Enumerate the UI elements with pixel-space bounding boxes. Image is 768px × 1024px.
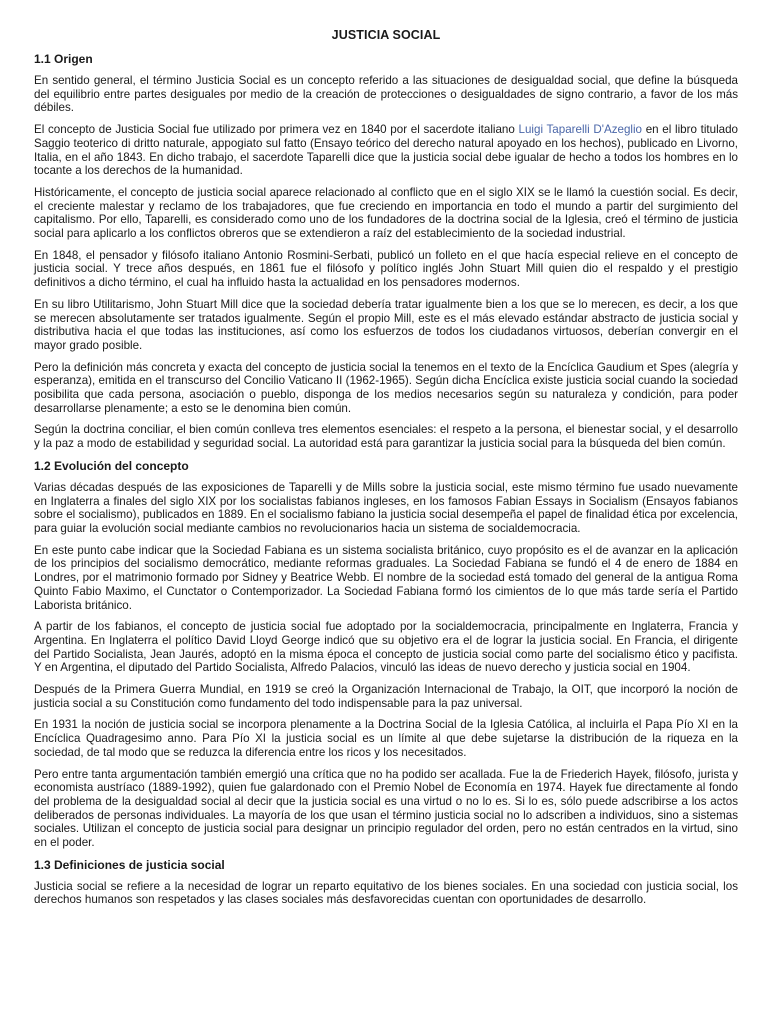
paragraph: Pero entre tanta argumentación también emergió una crítica que no ha podido ser acallada. Fue la de Friederich Hayek, filósofo, jurista y economista austríaco (1889-1992), quien fue galardonado con el Premio Nobel de Economía en 1974. Hayek fue directamente al fondo del problema de la desigualdad social al decir que la justicia social es una virtud o no lo es. Si lo es, sólo puede adscribirse a los actos deliberados de personas individuales. La mayoría de los que usan el término justicia social no lo adscriben a individuos, sino a sistemas sociales. Utilizan el concepto de justicia social para designar un principio regulador del orden, pero no están centrados en la virtud, sino en el poder. bbox=[34, 767, 738, 850]
paragraph: En 1848, el pensador y filósofo italiano Antonio Rosmini-Serbati, publicó un folleto en el que hacía especial relieve en el concepto de justicia social. Y trece años después, en 1861 fue el filósofo y político inglés John Stuart Mill quien dio el respaldo y el prestigio definitivos a dicho término, el cual ha influido hasta la actualidad en los pensadores modernos. bbox=[34, 248, 738, 290]
paragraph: Justicia social se refiere a la necesidad de lograr un reparto equitativo de los bienes sociales. En una sociedad con justicia social, los derechos humanos son respetados y las clases sociales más desfavorecidas cuentan con oportunidades de desarrollo. bbox=[34, 879, 738, 907]
paragraph: En 1931 la noción de justicia social se incorpora plenamente a la Doctrina Social de la Iglesia Católica, al incluirla el Papa Pío XI en la Encíclica Quadragesimo anno. Para Pío XI la justicia social es un límite al que debe sujetarse la distribución de la riqueza en la sociedad, de tal modo que se reduzca la diferencia entre los ricos y los necesitados. bbox=[34, 718, 738, 759]
paragraph: Históricamente, el concepto de justicia social aparece relacionado al conflicto que en el siglo XIX se le llamó la cuestión social. Es decir, el creciente malestar y reclamo de los trabajadores, que fue creciendo en importancia en todo el mundo a partir del surgimiento del capitalismo. Por ello, Taparelli, es considerado como uno de los fundadores de la doctrina social de la Iglesia, creó el término de justicia social para aplicarlo a los conflictos obreros que se extendieron a raíz del establecimiento de la sociedad industrial. bbox=[34, 185, 738, 241]
taparelli-link[interactable]: Luigi Taparelli D'Azeglio bbox=[518, 123, 642, 137]
paragraph-text: El concepto de Justicia Social fue utilizado por primera vez en 1840 por el sacerdote italiano bbox=[34, 123, 519, 137]
paragraph: Según la doctrina conciliar, el bien común conlleva tres elementos esenciales: el respeto a la persona, el bienestar social, y el desarrollo y la paz a modo de estabilidad y seguridad social. La autoridad está para garantizar la justicia social para la búsqueda del bien común. bbox=[34, 423, 738, 451]
paragraph: Varias décadas después de las exposiciones de Taparelli y de Mills sobre la justicia social, este mismo término fue usado nuevamente en Inglaterra a finales del siglo XIX por los socialistas fabianos ingleses, en los famosos Fabian Essays in Socialism (Ensayos fabianos sobre el socialismo), publicados en 1889. En el socialismo fabiano la justicia social desempeña el papel de finalidad ética por excelencia, para guiar la evolución social mediante cambios no revolucionarios hacia un sistema de socialdemocracia. bbox=[34, 480, 738, 535]
paragraph bbox=[34, 123, 738, 178]
paragraph-text: en el libro titulado Saggio teoterico di dritto naturale, appogiato sul fatto (Ensayo teórico del derecho natural apoyado en los hechos), publicado en Livorno, Italia, en el año 1843. En dicho trabajo, el sacerdote Taparelli dice que la justicia social debe igualar de hecho a todos los hombres en lo tocante a los derechos de la humanidad. bbox=[34, 123, 739, 178]
paragraph: En este punto cabe indicar que la Sociedad Fabiana es un sistema socialista británico, cuyo propósito es el de avanzar en la aplicación de los principios del socialismo democrático, mediante reformas graduales. La Sociedad Fabiana se fundó el 4 de enero de 1884 en Londres, por el matrimonio formado por Sidney y Beatrice Webb. El nombre de la sociedad está tomado del general de la antigua Roma Quinto Fabio Maximo, el Cunctator o Contemporizador. La Sociedad Fabiana formó los cimientos de lo que más tarde sería el Partido Laborista británico. bbox=[34, 543, 738, 612]
section-heading-definiciones: 1.3 Definiciones de justicia social bbox=[34, 857, 225, 872]
paragraph: A partir de los fabianos, el concepto de justicia social fue adoptado por la socialdemocracia, principalmente en Inglaterra, Francia y Argentina. En Inglaterra el político David Lloyd George indicó que su objetivo era el de lograr la justicia social. En Francia, el dirigente del Partido Socialista, Jean Jaurés, adoptó en la misma época el concepto de justicia social como parte del socialismo ético y pacifista. Y en Argentina, el diputado del Partido Socialista, Alfredo Palacios, vinculó las ideas de nuevo derecho y justicia social en 1904. bbox=[34, 620, 738, 675]
paragraph: En su libro Utilitarismo, John Stuart Mill dice que la sociedad debería tratar igualmente bien a los que se lo merecen, es decir, a los que se merecen absolutamente ser tratados igualmente. Según el propio Mill, este es el más elevado estándar abstracto de justicia social y distributiva hacia el que todas las instituciones, así como los esfuerzos de todos los ciudadanos virtuosos, deberían convergir en el mayor grado posible. bbox=[34, 297, 738, 352]
section-heading-evolucion: 1.2 Evolución del concepto bbox=[34, 458, 189, 473]
section-heading-origen: 1.1 Origen bbox=[34, 52, 93, 66]
paragraph: En sentido general, el término Justicia Social es un concepto referido a las situaciones de desigualdad social, que define la búsqueda del equilibrio entre partes desiguales por medio de la creación de protecciones o desigualdades de signo contrario, a favor de los más débiles. bbox=[34, 74, 738, 115]
document-title: JUSTICIA SOCIAL bbox=[331, 28, 441, 42]
paragraph: Pero la definición más concreta y exacta del concepto de justicia social la tenemos en el texto de la Encíclica Gaudium et Spes (alegría y esperanza), emitida en el transcurso del Concilio Vaticano II (1962-1965). Según dicha Encíclica existe justicia social cuando la sociedad posibilita que cada persona, asociación o pueblo, disponga de los medios necesarios según su naturaleza y condición, para poder desarrollarse plenamente; a esto se le denomina bien común. bbox=[34, 360, 738, 415]
paragraph: Después de la Primera Guerra Mundial, en 1919 se creó la Organización Internacional de Trabajo, la OIT, que incorporó la noción de justicia social a su Constitución como fundamento del todo indispensable para la paz universal. bbox=[34, 683, 738, 710]
